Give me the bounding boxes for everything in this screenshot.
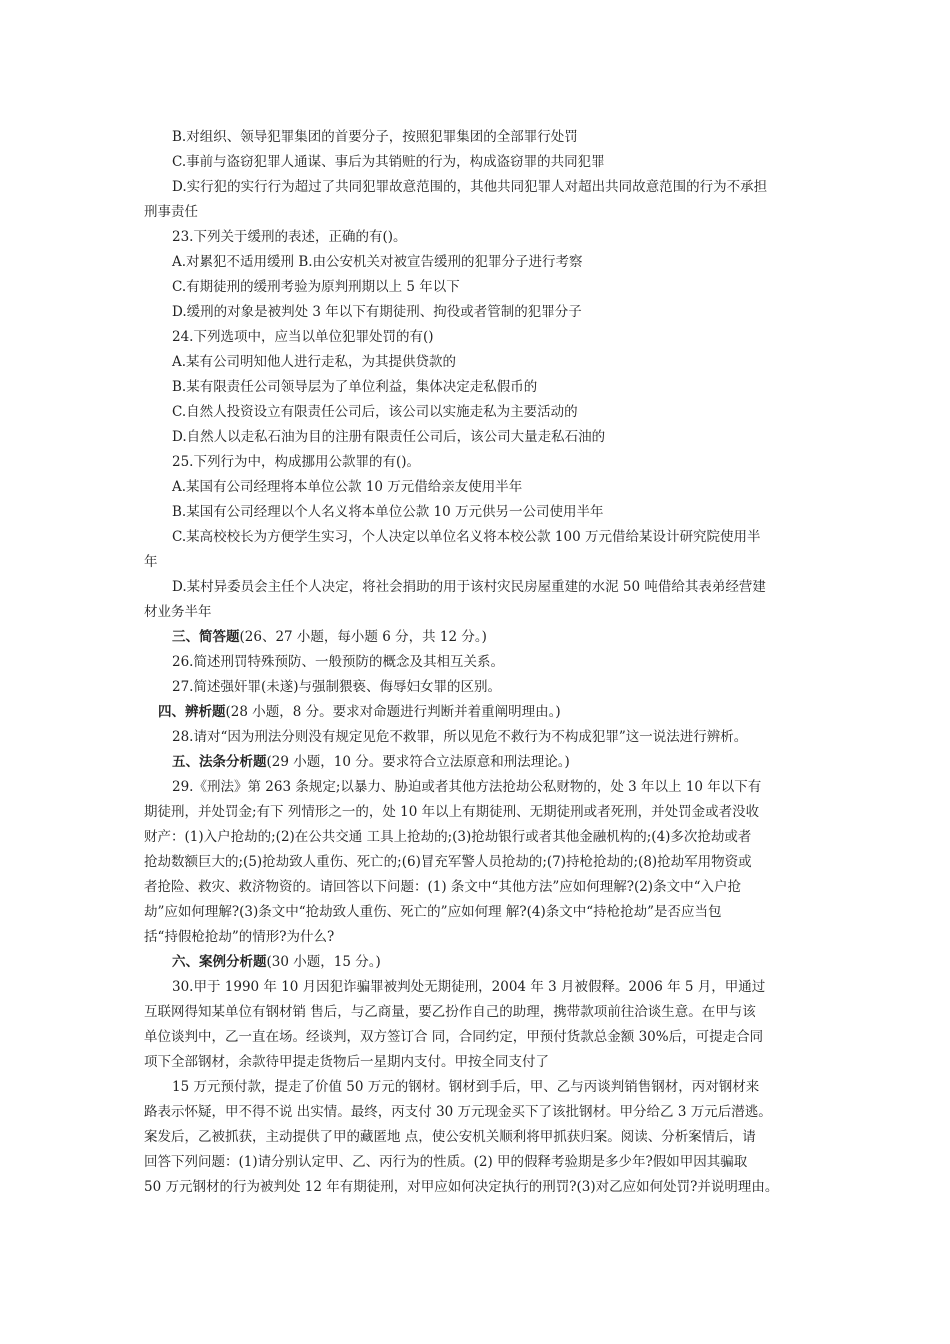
section-title: 三、简答题 [172,629,240,645]
option-line: B.对组织、领导犯罪集团的首要分子，按照犯罪集团的全部罪行处罚 [172,129,578,145]
option-line: A.某国有公司经理将本单位公款 10 万元借给亲友使用半年 [172,479,523,495]
section-note: (26、27 小题，每小题 6 分，共 12 分。) [239,629,487,645]
section-title: 六、案例分析题 [172,954,267,970]
section-note: (28 小题，8 分。要求对命题进行判断并着重阐明理由。) [225,704,561,720]
section-heading-short-answer [172,628,487,646]
option-line: B.某国有公司经理以个人名义将本单位公款 10 万元供另一公司使用半年 [172,504,604,520]
option-line: D.某村异委员会主任个人决定，将社会捐助的用于该村灾民房屋重建的水泥 50 吨借给其表弟经营建 [172,579,766,595]
paragraph-line: 互联网得知某单位有钢材销 售后，与乙商量，要乙扮作自己的助理，携带款项前往洽谈生意。在甲与该 [144,1004,756,1020]
paragraph-line: 项下全部钢材，余款待甲提走货物后一星期内支付。甲按全同支付了 [144,1054,549,1070]
paragraph-line: 案发后，乙被抓获，主动提供了甲的藏匿地 点，使公安机关顺利将甲抓获归案。阅读、分析案情后，请 [144,1129,756,1145]
paragraph-line: 路表示怀疑，甲不得不说 出实情。最终，丙支付 30 万元现金买下了该批钢材。甲分给乙 3 万元后潜逃。 [144,1104,772,1120]
option-line: D.缓刑的对象是被判处 3 年以下有期徒刑、拘役或者管制的犯罪分子 [172,304,582,320]
option-line: C.自然人投资设立有限责任公司后，该公司以实施走私为主要活动的 [172,404,578,420]
question-28: 28.请对“因为刑法分则没有规定见危不救罪，所以见危不救行为不构成犯罪”这一说法进行辨析。 [172,729,748,745]
option-line: B.某有限责任公司领导层为了单位利益，集体决定走私假币的 [172,379,538,395]
paragraph-line: 财产：(1)入户抢劫的;(2)在公共交通 工具上抢劫的;(3)抢劫银行或者其他金融机构的;(4)多次抢劫或者 [144,829,752,845]
section-heading-discrimination [158,703,561,721]
paragraph-line: 15 万元预付款，提走了价值 50 万元的钢材。钢材到手后，甲、乙与丙谈判销售钢材，丙对钢材来 [172,1079,760,1095]
option-line: C.有期徒刑的缓刑考验为原判刑期以上 5 年以下 [172,279,460,295]
question-27: 27.简述强奸罪(未遂)与强制猥亵、侮辱妇女罪的区别。 [172,679,502,695]
option-line: C.某高校校长为方便学生实习，个人决定以单位名义将本校公款 100 万元借给某设计研究院使用半 [172,529,761,545]
section-title: 四、辨析题 [158,704,226,720]
question-23: 23.下列关于缓刑的表述，正确的有()。 [172,229,407,245]
paragraph-line: 抢劫数额巨大的;(5)抢劫致人重伤、死亡的;(6)冒充军警人员抢劫的;(7)持枪抢劫的;(8)抢劫军用物资或 [144,854,752,870]
paragraph-line: 期徒刑，并处罚金;有下 列情形之一的，处 10 年以上有期徒刑、无期徒刑或者死刑，并处罚金或者没收 [144,804,760,820]
section-note: (30 小题，15 分。) [266,954,381,970]
paragraph-line: 50 万元钢材的行为被判处 12 年有期徒刑，对甲应如何决定执行的刑罚?(3)对乙应如何处罚?并说明理由。 [144,1179,779,1195]
question-30: 30.甲于 1990 年 10 月因犯诈骗罪被判处无期徒刑，2004 年 3 月被假释。2006 年 5 月，甲通过 [172,979,766,995]
question-24: 24.下列选项中，应当以单位犯罪处罚的有() [172,329,434,345]
option-line: D.自然人以走私石油为目的注册有限责任公司后，该公司大量走私石油的 [172,429,606,445]
question-25: 25.下列行为中，构成挪用公款罪的有()。 [172,454,421,470]
paragraph-line: 括“持假枪抢劫”的情形?为什么? [144,929,335,945]
option-line-cont: 材业务半年 [144,604,212,620]
option-line: D.实行犯的实行行为超过了共同犯罪故意范围的，其他共同犯罪人对超出共同故意范围的行为不承担 [172,179,768,195]
option-line: A.某有公司明知他人进行走私，为其提供贷款的 [172,354,457,370]
question-29: 29.《刑法》第 263 条规定;以暴力、胁迫或者其他方法抢劫公私财物的，处 3 年以上 10 年以下有 [172,779,762,795]
paragraph-line: 劫”应如何理解?(3)条文中“抢劫致人重伤、死亡的”应如何理 解?(4)条文中“持枪抢劫”是否应当包 [144,904,722,920]
question-26: 26.简述刑罚特殊预防、一般预防的概念及其相互关系。 [172,654,504,670]
paragraph-line: 者抢险、救灾、救济物资的。请回答以下问题：(1) 条文中“其他方法”应如何理解?(2)条文中“入户抢 [144,879,741,895]
option-line: A.对累犯不适用缓刑 B.由公安机关对被宣告缓刑的犯罪分子进行考察 [172,254,583,270]
option-line-cont: 年 [144,554,158,570]
paragraph-line: 单位谈判中，乙一直在场。经谈判，双方签订合 同，合同约定，甲预付货款总金额 30%后，可提走合同 [144,1029,764,1045]
option-line: C.事前与盗窃犯罪人通谋、事后为其销赃的行为，构成盗窃罪的共同犯罪 [172,154,605,170]
section-heading-case-analysis [172,953,381,971]
section-note: (29 小题，10 分。要求符合立法原意和刑法理论。) [266,754,570,770]
section-title: 五、法条分析题 [172,754,267,770]
paragraph-line: 回答下列问题：(1)请分别认定甲、乙、丙行为的性质。(2) 甲的假释考验期是多少年?假如甲因其骗取 [144,1154,748,1170]
section-heading-statute-analysis [172,753,570,771]
option-line-cont: 刑事责任 [144,204,198,220]
